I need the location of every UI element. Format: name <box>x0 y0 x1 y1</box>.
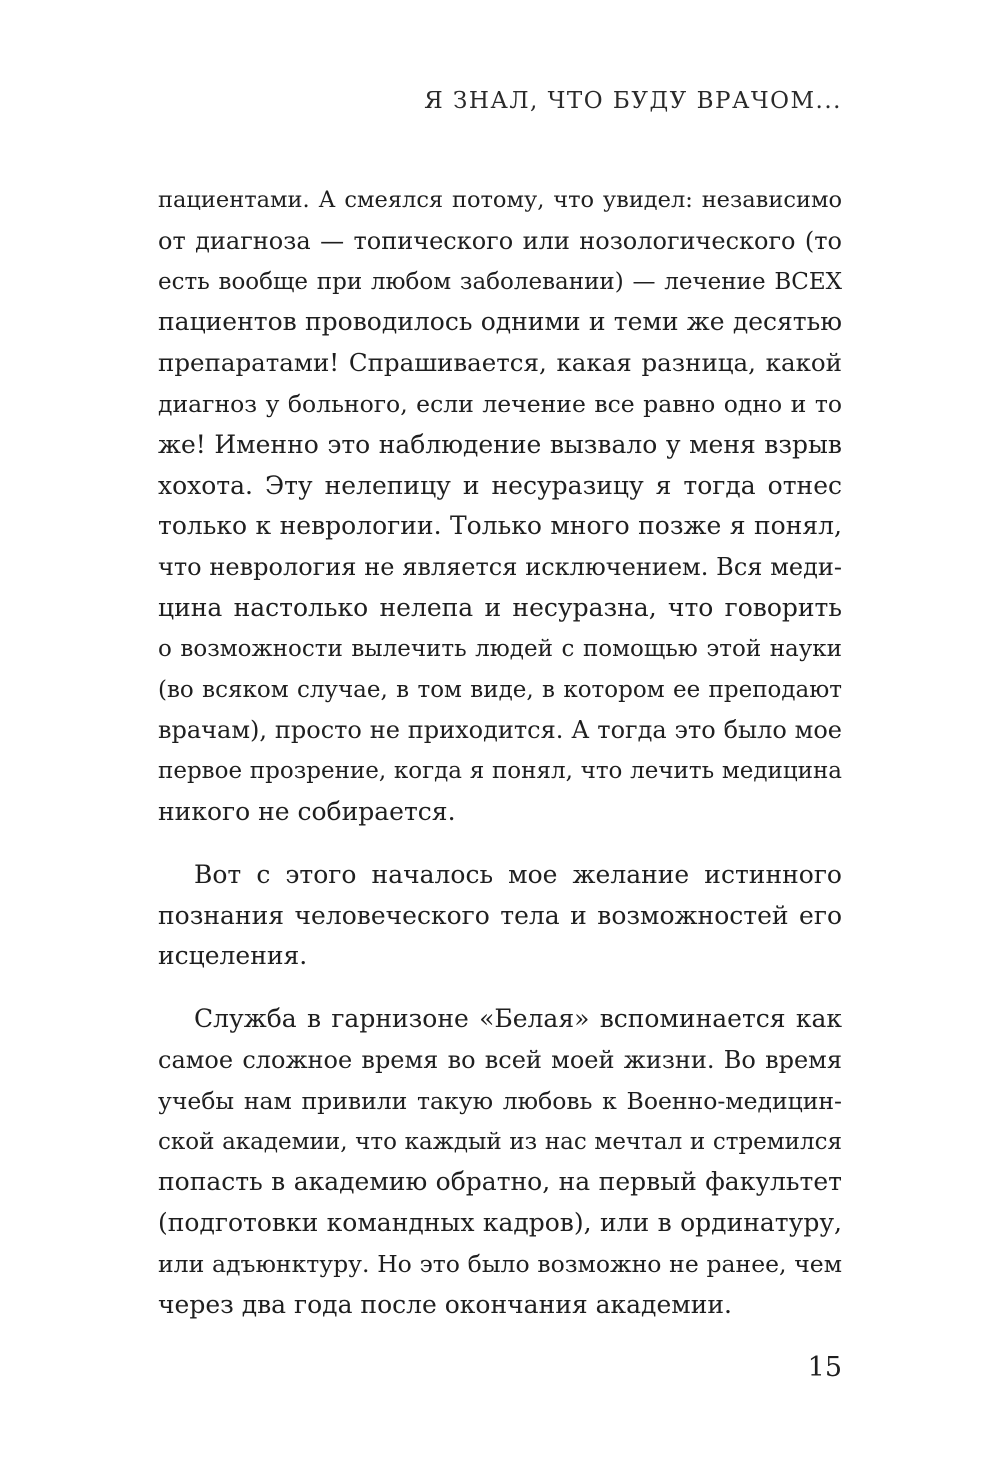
text-line: первое прозрение, когда я понял, что лечить медицина <box>158 758 842 785</box>
text-line: пациентами. А смеялся потому, что увидел: независимо <box>158 187 842 213</box>
text-line: (подготовки командных кадров), или в ординатуру, <box>158 1208 842 1238</box>
paragraph-3 <box>158 999 842 1325</box>
paragraph-1 <box>158 180 842 833</box>
body-text <box>158 180 842 1326</box>
text-line: только к неврологии. Только много позже я понял, <box>158 511 842 541</box>
text-line: Вот с этого началось мое желание истинного <box>194 859 842 889</box>
text-line: никого не собирается. <box>158 796 456 826</box>
text-line: ской академии, что каждый из нас мечтал и стремился <box>158 1128 842 1155</box>
text-line: через два года после окончания академии. <box>158 1289 732 1319</box>
running-header: Я ЗНАЛ, ЧТО БУДУ ВРАЧОМ... <box>424 88 842 114</box>
text-line: пациентов проводилось одними и теми же десятью <box>158 307 842 337</box>
text-line: (во всяком случае, в том виде, в котором ее преподают <box>158 676 842 703</box>
page-number: 15 <box>807 1352 842 1383</box>
text-line: цина настолько нелепа и несуразна, что говорить <box>158 592 842 622</box>
text-line: учебы нам привили такую любовь к Военно-медицин- <box>158 1086 842 1115</box>
text-line: самое сложное время во всей моей жизни. Во время <box>158 1045 842 1074</box>
text-line: что неврология не является исключением. Вся меди- <box>158 553 842 582</box>
text-line: от диагноза — топического или нозологического (то <box>158 226 842 255</box>
text-line: диагноз у больного, если лечение все равно одно и то <box>158 389 842 418</box>
text-line: Служба в гарнизоне «Белая» вспоминается как <box>194 1004 842 1034</box>
text-line: познания человеческого тела и возможностей его <box>158 900 842 930</box>
text-line: о возможности вылечить людей с помощью этой науки <box>158 635 842 662</box>
text-line: хохота. Эту нелепицу и несуразицу я тогда отнес <box>158 470 842 500</box>
text-line: попасть в академию обратно, на первый факультет <box>158 1167 842 1197</box>
paragraph-2 <box>158 855 842 977</box>
text-line: врачам), просто не приходится. А тогда это было мое <box>158 716 842 745</box>
text-line: есть вообще при любом заболевании) — лечение ВСЕХ <box>158 268 842 295</box>
text-line: же! Именно это наблюдение вызвало у меня взрыв <box>158 429 842 459</box>
text-line: препаратами! Спрашивается, какая разница, какой <box>158 348 842 378</box>
text-line: исцеления. <box>158 941 308 971</box>
text-line: или адъюнктуру. Но это было возможно не ранее, чем <box>158 1249 842 1278</box>
